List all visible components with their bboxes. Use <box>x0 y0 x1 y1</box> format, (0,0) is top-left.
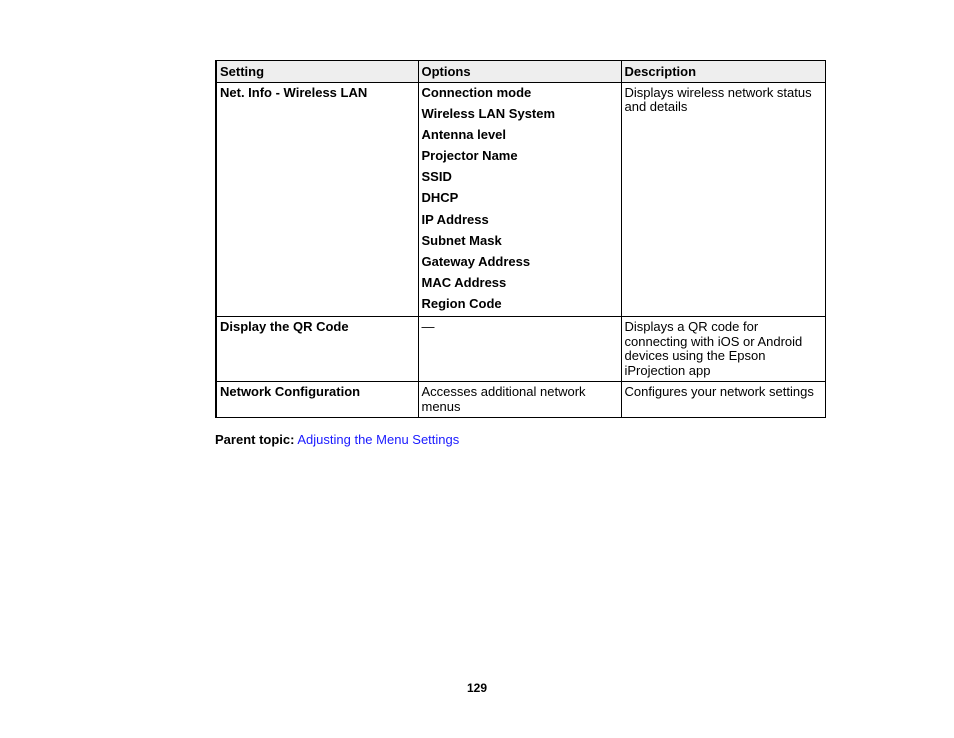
settings-table <box>215 60 826 418</box>
options-cell <box>418 82 621 317</box>
option-item: Wireless LAN System <box>421 105 556 121</box>
option-item: Region Code <box>421 296 502 312</box>
setting-cell: Net. Info - Wireless LAN <box>216 82 418 317</box>
option-item: Connection mode <box>421 84 532 100</box>
parent-topic-link[interactable]: Adjusting the Menu Settings <box>297 432 460 447</box>
setting-cell: Network Configuration <box>216 382 418 418</box>
options-list <box>422 86 618 314</box>
option-item: DHCP <box>421 190 459 206</box>
option-item: MAC Address <box>421 275 507 291</box>
options-cell: Accesses additional network menus <box>418 382 621 418</box>
option-item: Gateway Address <box>421 254 531 269</box>
option-item: IP Address <box>421 211 489 227</box>
option-item: Subnet Mask <box>421 232 502 248</box>
table-row <box>216 317 825 382</box>
header-options: Options <box>418 61 621 83</box>
header-description: Description <box>621 61 825 83</box>
page-number: 129 <box>466 681 488 695</box>
table-header-row <box>216 61 825 83</box>
option-item: Antenna level <box>421 126 507 142</box>
header-setting: Setting <box>216 61 418 83</box>
setting-cell: Display the QR Code <box>216 317 418 382</box>
option-item: Projector Name <box>421 148 518 164</box>
description-cell: Displays a QR code for connecting with iOS or Android devices using the Epson iProjection app <box>621 317 825 382</box>
options-cell: — <box>418 317 621 382</box>
parent-topic <box>215 432 459 447</box>
table-row <box>216 382 825 418</box>
table-row <box>216 82 825 317</box>
parent-topic-label: Parent topic: <box>215 432 295 447</box>
description-cell: Displays wireless network status and details <box>621 82 825 317</box>
description-cell: Configures your network settings <box>621 382 825 418</box>
option-item: SSID <box>421 169 452 185</box>
